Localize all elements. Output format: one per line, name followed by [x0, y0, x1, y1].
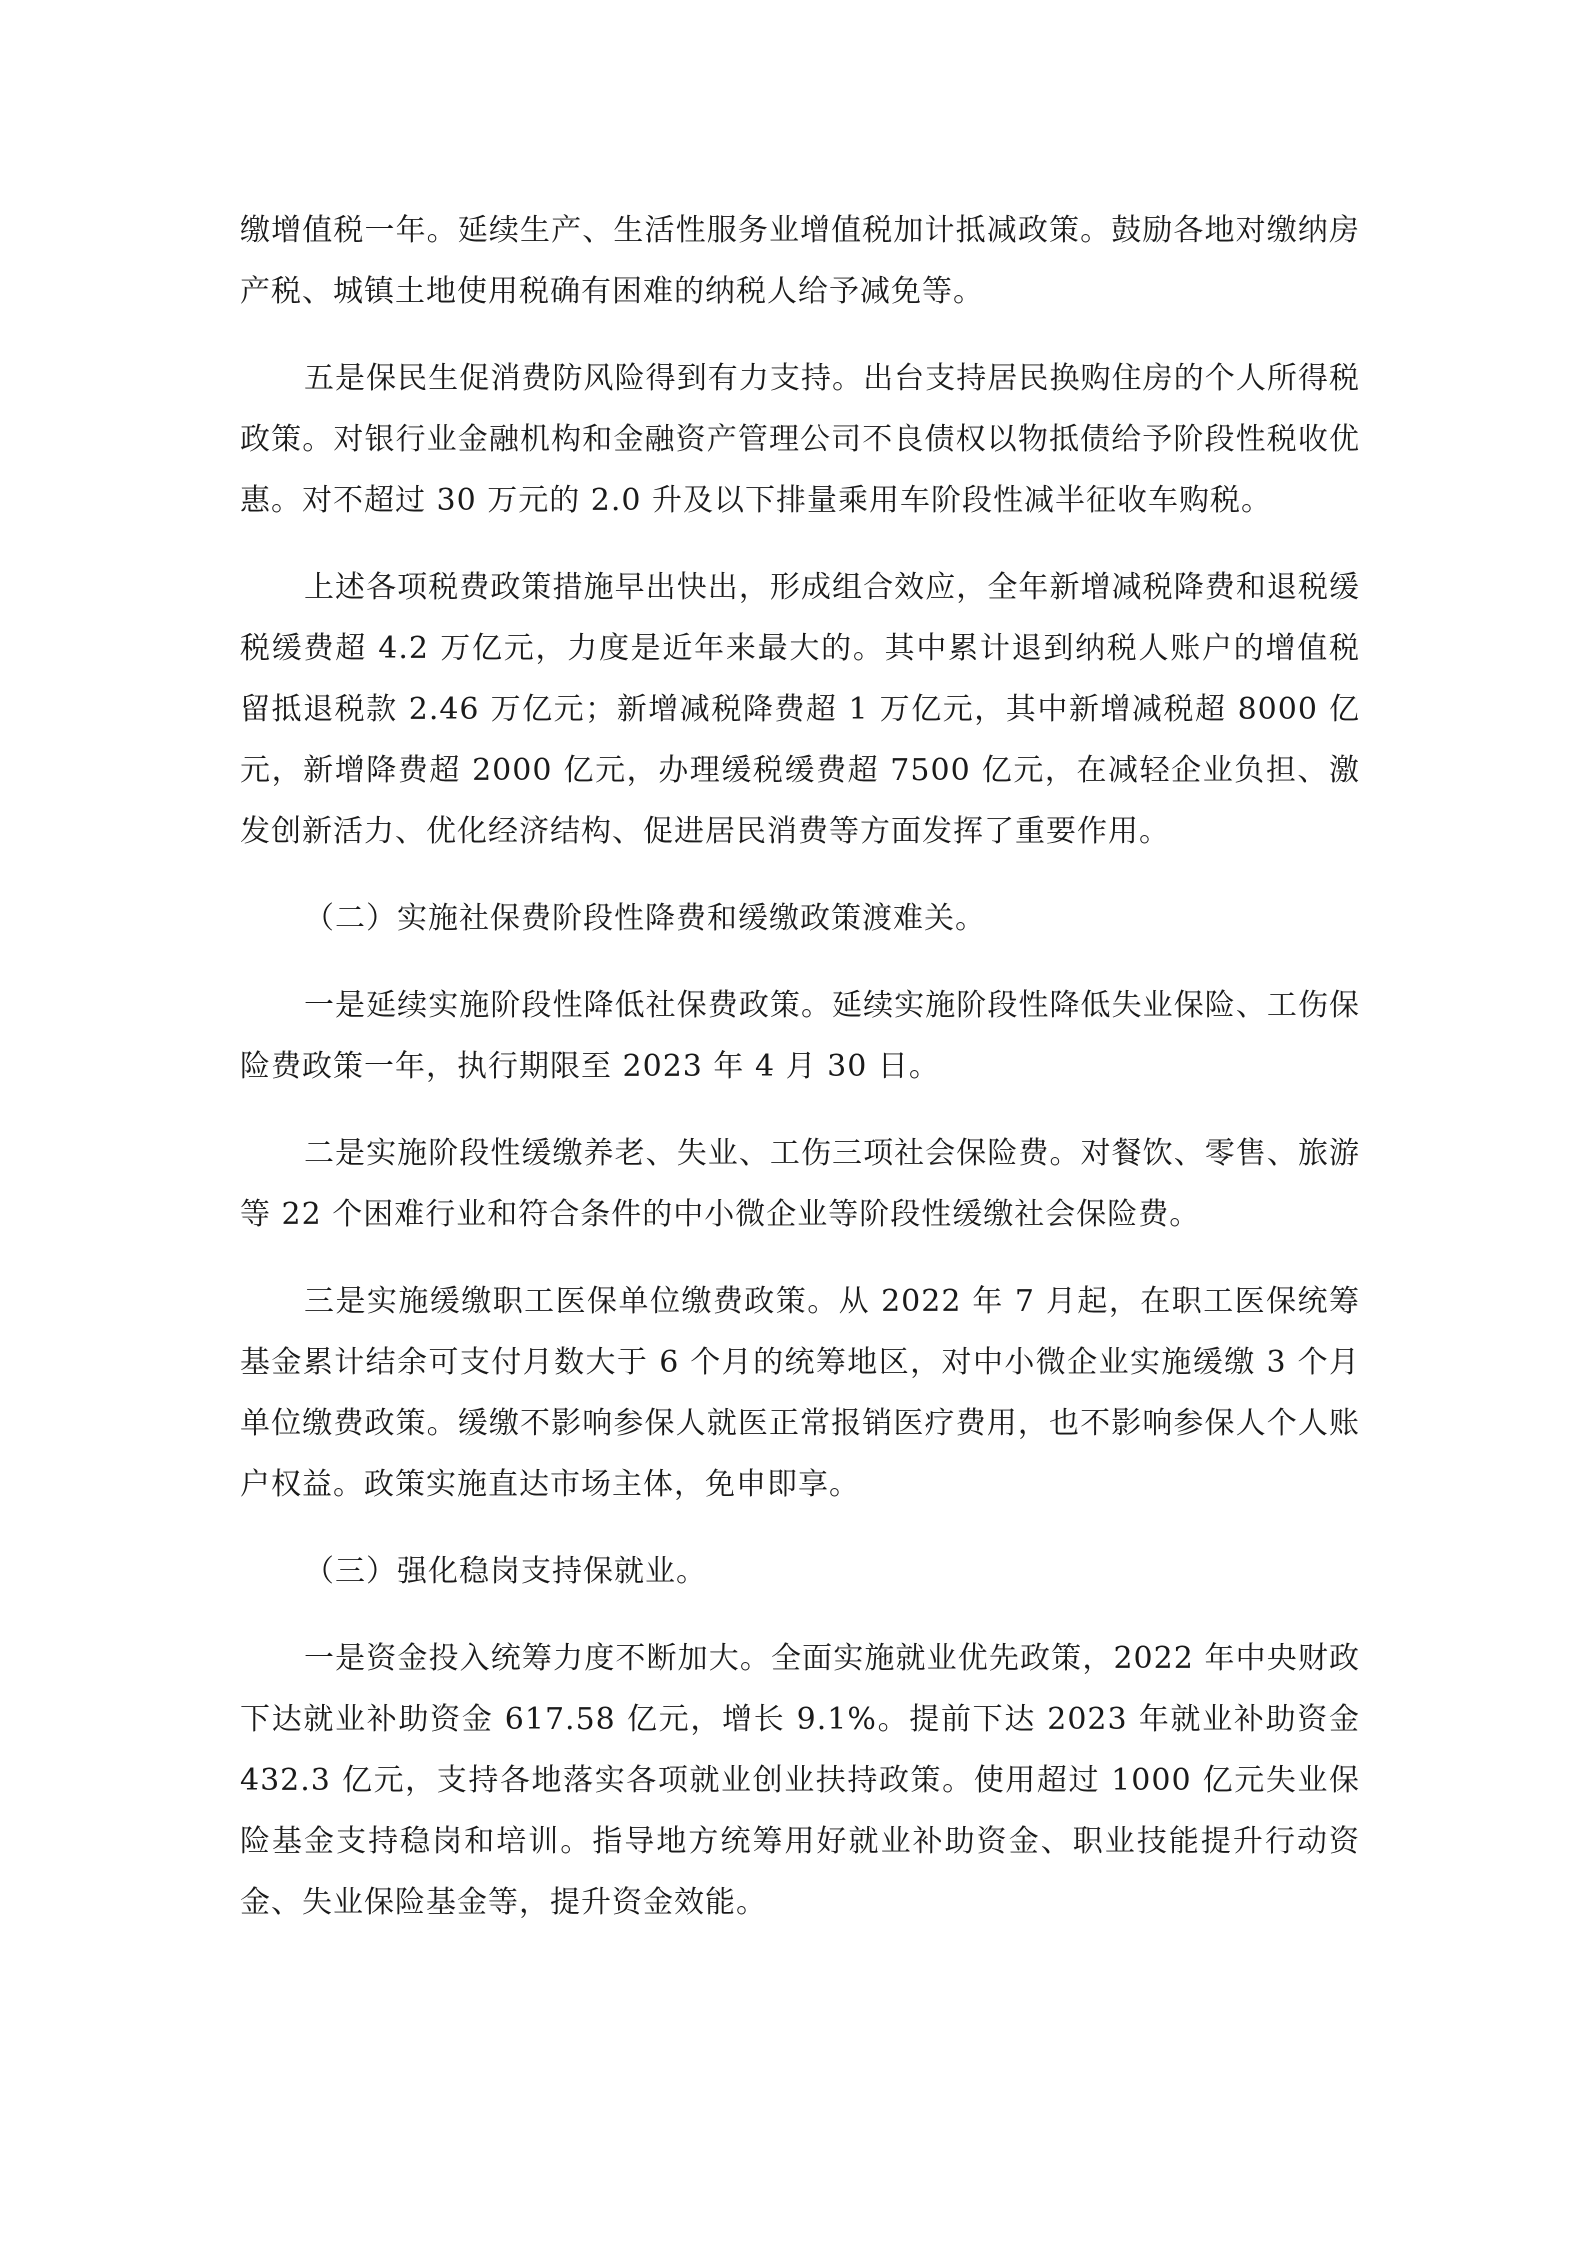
section-heading-social-insurance: （二）实施社保费阶段性降费和缓缴政策渡难关。 [304, 901, 986, 936]
paragraph-vat-continuation: 缴增值税一年。延续生产、生活性服务业增值税加计抵减政策。鼓励各地对缴纳房产税、城镇土地使用税确有困难的纳税人给予减免等。 [240, 213, 1360, 309]
paragraph-tax-summary: 上述各项税费政策措施早出快出，形成组合效应，全年新增减税降费和退税缓税缓费超 4.2 万亿元，力度是近年来最大的。其中累计退到纳税人账户的增值税留抵退税款 2.46 万亿元；新增减税降费超 1 万亿元，其中新增减税超 8000 亿元，新增降费超 2000 亿元，办理缓税缓费超 7500 亿元，在减轻企业负担、激发创新活力、优化经济结构、促进居民消费等方面发挥了重要作用。 [240, 570, 1360, 849]
document-page [240, 200, 1360, 1959]
paragraph-livelihood-support: 五是保民生促消费防风险得到有力支持。出台支持居民换购住房的个人所得税政策。对银行业金融机构和金融资产管理公司不良债权以物抵债给予阶段性税收优惠。对不超过 30 万元的 2.0 升及以下排量乘用车阶段性减半征收车购税。 [240, 361, 1360, 518]
paragraph-reduce-social-insurance: 一是延续实施阶段性降低社保费政策。延续实施阶段性降低失业保险、工伤保险费政策一年，执行期限至 2023 年 4 月 30 日。 [240, 988, 1360, 1084]
paragraph-employment-funds: 一是资金投入统筹力度不断加大。全面实施就业优先政策，2022 年中央财政下达就业补助资金 617.58 亿元，增长 9.1%。提前下达 2023 年就业补助资金 432.3 亿元，支持各地落实各项就业创业扶持政策。使用超过 1000 亿元失业保险基金支持稳岗和培训。指导地方统筹用好就业补助资金、职业技能提升行动资金、失业保险基金等，提升资金效能。 [240, 1641, 1360, 1920]
section-heading-employment: （三）强化稳岗支持保就业。 [304, 1554, 707, 1589]
paragraph-defer-social-insurance: 二是实施阶段性缓缴养老、失业、工伤三项社会保险费。对餐饮、零售、旅游等 22 个困难行业和符合条件的中小微企业等阶段性缓缴社会保险费。 [240, 1136, 1360, 1232]
paragraph-medical-insurance-deferral: 三是实施缓缴职工医保单位缴费政策。从 2022 年 7 月起，在职工医保统筹基金累计结余可支付月数大于 6 个月的统筹地区，对中小微企业实施缓缴 3 个月单位缴费政策。缓缴不影响参保人就医正常报销医疗费用，也不影响参保人个人账户权益。政策实施直达市场主体，免申即享。 [240, 1284, 1360, 1502]
